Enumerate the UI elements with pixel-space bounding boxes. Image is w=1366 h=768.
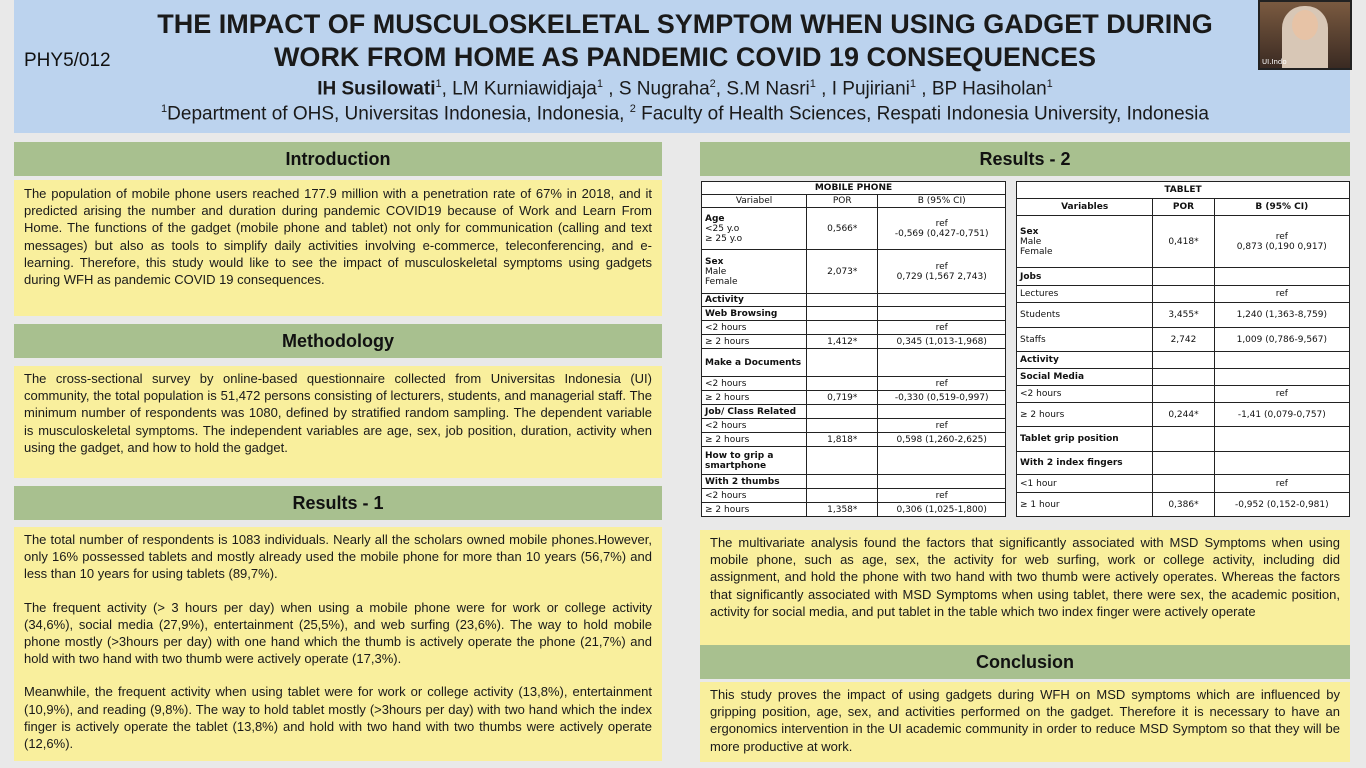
results1-paragraph-1: The total number of respondents is 1083 individuals. Nearly all the scholars owned mobile phones.However, only 16% possessed tablets and mostly already used the mobile phone for more than 10 years (56,7%) and less than 10 years for using tablets (89,7%).: [24, 532, 652, 582]
webcam-label: UI.Indo: [1262, 58, 1287, 66]
b-ci-value: -0,952 (0,152-0,981): [1234, 499, 1329, 510]
author-separator: ,: [441, 78, 453, 100]
author-name: S Nugraha: [618, 78, 710, 100]
variable-label: ≥ 1 hour: [1020, 499, 1060, 510]
mobile-phone-table: [701, 181, 1006, 517]
author-separator: ,: [815, 78, 832, 100]
results1-heading: Results - 1: [14, 486, 662, 520]
b-ci-cell: [878, 419, 1006, 433]
b-ci-cell: [1214, 475, 1349, 493]
b-ci-cell: [1214, 493, 1349, 517]
b-ci-value: ref: [935, 218, 948, 229]
author-name: BP Hasiholan: [931, 78, 1047, 100]
b-ci-cell: [878, 447, 1006, 475]
table-row: [1017, 216, 1350, 268]
b-ci-cell: [1214, 328, 1349, 352]
variable-cell: [1017, 369, 1153, 386]
b-ci-cell: [878, 335, 1006, 349]
author-separator: ,: [602, 78, 619, 100]
b-ci-value: ref: [935, 322, 948, 333]
b-ci-value: ref: [935, 378, 948, 389]
por-cell: [807, 307, 878, 321]
authors-line: [110, 78, 1260, 100]
por-cell: [1153, 452, 1214, 475]
variable-label: <2 hours: [1020, 389, 1062, 399]
variable-label: <1 hour: [1020, 478, 1057, 489]
variable-level: Female: [705, 276, 738, 287]
table-header-cell: B (95% CI): [878, 195, 1006, 208]
variable-cell: [1017, 493, 1153, 517]
por-cell: [807, 489, 878, 503]
results2-heading: Results - 2: [700, 142, 1350, 176]
affil-sup-1: 1: [161, 103, 168, 115]
variable-cell: [702, 391, 807, 405]
table-row: [702, 335, 1006, 349]
b-ci-value: 0,729 (1,567 2,743): [896, 271, 987, 282]
b-ci-value: ref: [1275, 478, 1288, 489]
b-ci-cell: [1214, 386, 1349, 403]
variable-cell: [1017, 216, 1153, 268]
b-ci-cell: [878, 475, 1006, 489]
author-name: I Pujiriani: [831, 78, 910, 100]
author-affil-sup: 2: [709, 78, 716, 90]
table-row: [1017, 303, 1350, 328]
affiliations-line: [80, 103, 1290, 125]
variable-label: With 2 index fingers: [1020, 458, 1123, 468]
variable-cell: [1017, 386, 1153, 403]
b-ci-cell: [878, 489, 1006, 503]
b-ci-cell: [878, 321, 1006, 335]
webcam-thumbnail[interactable]: [1258, 0, 1352, 70]
table-row: [1017, 352, 1350, 369]
por-cell: [807, 419, 878, 433]
variable-cell: [702, 208, 807, 250]
table-header-cell: POR: [807, 195, 878, 208]
variable-label: With 2 thumbs: [705, 476, 780, 487]
table-row: [1017, 328, 1350, 352]
table-header-cell: Variables: [1017, 199, 1153, 216]
author-separator: ,: [916, 78, 932, 100]
variable-level: Female: [1020, 246, 1053, 257]
por-cell: [1153, 475, 1214, 493]
variable-cell: [702, 405, 807, 419]
variable-cell: [702, 349, 807, 377]
variable-cell: [1017, 286, 1153, 303]
title-line-1: THE IMPACT OF MUSCULOSKELETAL SYMPTOM WHEN USING GADGET DURING: [157, 9, 1213, 39]
results2-text: The multivariate analysis found the factors that significantly associated with MSD Symptoms when using mobile phone, such as age, sex, the activity for web surfing, work or college activity, including did assignment, and hold the phone with two hand with two thumb were actively operates. Whereas the factors that significantly associated with MSD Symptoms when using tablet, there were sex, the academic position, activity for social media, and put tablet in the table which two index finger were actively operate: [700, 530, 1350, 645]
poster-code: PHY5/012: [24, 50, 111, 71]
methodology-heading: Methodology: [14, 324, 662, 358]
b-ci-value: ref: [1275, 231, 1288, 242]
affil-sup-2: 2: [629, 103, 636, 115]
por-cell: 0,418*: [1153, 216, 1214, 268]
table-row: [702, 294, 1006, 307]
b-ci-value: 0,345 (1,013-1,968): [896, 336, 987, 347]
table-row: [1017, 403, 1350, 427]
b-ci-value: -0,330 (0,519-0,997): [894, 392, 989, 403]
variable-label: Students: [1020, 310, 1061, 320]
b-ci-cell: [1214, 369, 1349, 386]
variable-cell: [1017, 268, 1153, 286]
variable-label: Sex: [1020, 226, 1039, 237]
b-ci-cell: [878, 349, 1006, 377]
table-row: [1017, 427, 1350, 452]
title-line-2: WORK FROM HOME AS PANDEMIC COVID 19 CONSEQUENCES: [273, 42, 1097, 72]
variable-label: Job/ Class Related: [705, 406, 797, 417]
por-cell: 0,719*: [807, 391, 878, 405]
table-header-cell: Variabel: [702, 195, 807, 208]
variable-label: Age: [705, 213, 725, 224]
variable-cell: [702, 433, 807, 447]
table-title: TABLET: [1017, 182, 1350, 199]
variable-label: <2 hours: [705, 378, 747, 389]
por-cell: [1153, 268, 1214, 286]
b-ci-cell: [878, 391, 1006, 405]
b-ci-cell: [1214, 268, 1349, 286]
table-row: [1017, 452, 1350, 475]
variable-level: Male: [1020, 236, 1042, 247]
table-row: [1017, 286, 1350, 303]
por-cell: [807, 294, 878, 307]
author-affil-sup: 1: [809, 78, 816, 90]
author-affil-sup: 1: [596, 78, 603, 90]
variable-cell: [702, 321, 807, 335]
variable-label: Social Media: [1020, 372, 1085, 382]
variable-label: ≥ 2 hours: [705, 336, 750, 347]
b-ci-value: ref: [1275, 389, 1288, 399]
table-row: [702, 447, 1006, 475]
por-cell: 1,818*: [807, 433, 878, 447]
b-ci-cell: [1214, 286, 1349, 303]
variable-cell: [702, 447, 807, 475]
por-cell: [1153, 369, 1214, 386]
variable-cell: [702, 250, 807, 294]
b-ci-value: 0,598 (1,260-2,625): [896, 434, 987, 445]
variable-label: <2 hours: [705, 322, 747, 333]
variable-label: How to grip a smartphone: [705, 450, 774, 471]
b-ci-cell: [878, 405, 1006, 419]
table-header-cell: B (95% CI): [1214, 199, 1349, 216]
por-cell: 0,244*: [1153, 403, 1214, 427]
variable-label: Sex: [705, 256, 724, 267]
table-row: [702, 503, 1006, 517]
b-ci-cell: [1214, 216, 1349, 268]
b-ci-cell: [1214, 352, 1349, 369]
variable-level: <25 y.o: [705, 223, 740, 234]
variable-label: Activity: [705, 295, 744, 305]
variable-cell: [1017, 328, 1153, 352]
variable-label: <2 hours: [705, 420, 747, 431]
variable-cell: [1017, 475, 1153, 493]
b-ci-value: 1,009 (0,786-9,567): [1236, 334, 1328, 345]
introduction-heading: Introduction: [14, 142, 662, 176]
table-row: [702, 433, 1006, 447]
table-row: [702, 250, 1006, 294]
author-affil-sup: 1: [435, 78, 442, 90]
table-row: [702, 405, 1006, 419]
author-name: S.M Nasri: [726, 78, 810, 100]
variable-cell: [702, 294, 807, 307]
b-ci-value: 1,240 (1,363-8,759): [1236, 310, 1328, 320]
b-ci-value: 0,873 (0,190 0,917): [1236, 241, 1327, 252]
variable-label: Web Browsing: [705, 308, 778, 319]
por-cell: [807, 321, 878, 335]
por-cell: [807, 447, 878, 475]
variable-label: ≥ 2 hours: [705, 434, 750, 445]
table-header-cell: POR: [1153, 199, 1214, 216]
por-cell: [1153, 427, 1214, 452]
table-row: [1017, 268, 1350, 286]
author-affil-sup: 1: [909, 78, 917, 90]
introduction-text: The population of mobile phone users reached 177.9 million with a penetration rate of 67% in 2018, and it predicted arising the number and duration during pandemic COVID19 because of Work and Learn From Home. The functions of the gadget (mobile phone and tablet) not only for communication (calling and text messages) but also as tools to simplify daily activities involving e-commerce, teleconferencing, and e-learning. Therefore, this study would like to see the impact of musculoskeletal symptoms using gadgets during WFH as pandemic COVID 19 consequences.: [14, 180, 662, 316]
author-affil-sup: 1: [1046, 78, 1053, 90]
table-title: MOBILE PHONE: [702, 182, 1006, 195]
presenter-face: [1292, 10, 1318, 40]
variable-cell: [1017, 352, 1153, 369]
table-row: [702, 419, 1006, 433]
por-cell: [1153, 352, 1214, 369]
table-row: [702, 475, 1006, 489]
por-cell: 0,566*: [807, 208, 878, 250]
b-ci-cell: [878, 250, 1006, 294]
b-ci-value: 0,306 (1,025-1,800): [896, 504, 987, 515]
b-ci-cell: [1214, 427, 1349, 452]
b-ci-value: ref: [935, 420, 948, 431]
table-row: [702, 349, 1006, 377]
b-ci-value: -0,569 (0,427-0,751): [894, 228, 989, 239]
table-row: [1017, 493, 1350, 517]
variable-cell: [1017, 427, 1153, 452]
results1-paragraph-3: Meanwhile, the frequent activity when using tablet were for work or college activity (13,8%), entertainment (10,9%), and reading (9,8%). The way to hold tablet mostly (>3hours per day) with two hand which the index finger is actively operate the tablet (13,8%) and hold with two hand with two thumbs were actively operate (12,6%).: [24, 684, 652, 752]
author-name: IH Susilowati: [317, 78, 436, 100]
table-row: [702, 377, 1006, 391]
b-ci-cell: [878, 377, 1006, 391]
variable-cell: [702, 335, 807, 349]
b-ci-cell: [878, 503, 1006, 517]
results1-text: [14, 527, 662, 761]
variable-label: Make a Documents: [705, 357, 802, 368]
por-cell: [807, 405, 878, 419]
por-cell: [807, 349, 878, 377]
tablet-table: [1016, 181, 1350, 517]
table-row: [1017, 369, 1350, 386]
variable-label: Lectures: [1020, 289, 1059, 299]
methodology-text: The cross-sectional survey by online-based questionnaire collected from Universitas Indonesia (UI) community, the total population is 51,472 persons consisting of lecturers, students, and managerial staff. The minimum number of respondents was 1080, defined by stratified random sampling. The dependent variable is musculoskeletal symptoms. The independent variables are age, sex, job position, duration, activity when using the gadget, and how to hold the gadget.: [14, 366, 662, 478]
b-ci-cell: [878, 433, 1006, 447]
b-ci-cell: [878, 294, 1006, 307]
variable-cell: [702, 475, 807, 489]
table-row: [702, 321, 1006, 335]
conclusion-text: This study proves the impact of using gadgets during WFH on MSD symptoms which are influenced by gripping position, age, sex, and activities performed on the gadget. Therefore it is necessary to have an ergonomics intervention in the UI academic community in order to reduce MSD Symptom so that they will be more productive at work.: [700, 682, 1350, 762]
variable-cell: [1017, 403, 1153, 427]
variable-cell: [702, 503, 807, 517]
variable-label: ≥ 2 hours: [705, 504, 750, 515]
variable-cell: [702, 489, 807, 503]
variable-level: Male: [705, 266, 727, 277]
variable-cell: [702, 377, 807, 391]
por-cell: [807, 475, 878, 489]
por-cell: 0,386*: [1153, 493, 1214, 517]
b-ci-value: -1,41 (0,079-0,757): [1237, 409, 1326, 420]
table-row: [702, 391, 1006, 405]
variable-label: Tablet grip position: [1020, 434, 1119, 444]
por-cell: [1153, 286, 1214, 303]
conclusion-heading: Conclusion: [700, 645, 1350, 679]
variable-label: Jobs: [1020, 271, 1042, 282]
variable-level: ≥ 25 y.o: [705, 233, 743, 244]
por-cell: [807, 377, 878, 391]
por-cell: 1,358*: [807, 503, 878, 517]
variable-label: ≥ 2 hours: [1020, 409, 1065, 420]
variable-cell: [1017, 452, 1153, 475]
por-cell: 2,742: [1153, 328, 1214, 352]
b-ci-value: ref: [1275, 289, 1288, 299]
table-row: [702, 208, 1006, 250]
variable-cell: [702, 419, 807, 433]
table-row: [1017, 386, 1350, 403]
poster-title: [110, 8, 1260, 74]
b-ci-value: ref: [935, 490, 948, 501]
b-ci-cell: [878, 208, 1006, 250]
variable-label: Activity: [1020, 355, 1059, 365]
variable-label: <2 hours: [705, 490, 747, 501]
variable-label: ≥ 2 hours: [705, 392, 750, 403]
table-row: [702, 489, 1006, 503]
results1-paragraph-2: The frequent activity (> 3 hours per day) when using a mobile phone were for work or college activity (34,6%), social media (27,9%), entertainment (25,5%), and web surfing (23,6%). The way to hold mobile phone mostly (>3hours per day) with one hand which the thumb is actively operate the phone (21,7%) and hold with two hand with two thumb were actively operate (17,3%).: [24, 599, 652, 667]
b-ci-cell: [878, 307, 1006, 321]
b-ci-cell: [1214, 452, 1349, 475]
por-cell: 3,455*: [1153, 303, 1214, 328]
author-separator: ,: [715, 78, 727, 100]
b-ci-cell: [1214, 403, 1349, 427]
affil-2: Faculty of Health Sciences, Respati Indonesia University, Indonesia: [635, 103, 1209, 125]
variable-cell: [1017, 303, 1153, 328]
por-cell: 2,073*: [807, 250, 878, 294]
variable-label: Staffs: [1020, 334, 1046, 345]
variable-cell: [702, 307, 807, 321]
table-row: [702, 307, 1006, 321]
author-name: LM Kurniawidjaja: [452, 78, 597, 100]
por-cell: 1,412*: [807, 335, 878, 349]
por-cell: [1153, 386, 1214, 403]
b-ci-value: ref: [935, 261, 948, 272]
affil-1: Department of OHS, Universitas Indonesia, Indonesia,: [167, 103, 630, 125]
table-row: [1017, 475, 1350, 493]
b-ci-cell: [1214, 303, 1349, 328]
